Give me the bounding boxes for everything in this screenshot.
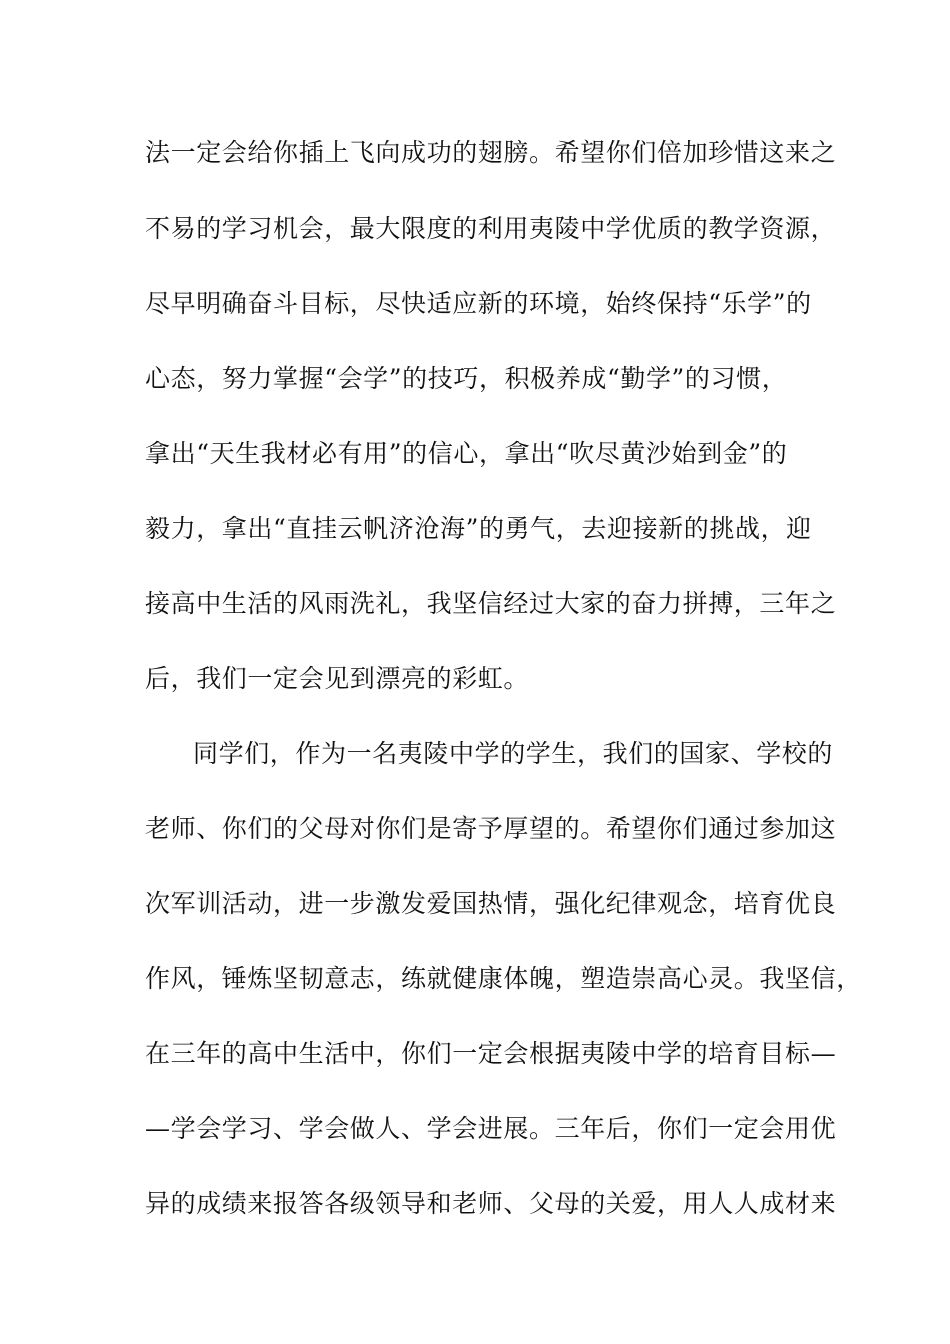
text-line: 不易的学习机会，最大限度的利用夷陵中学优质的教学资源， <box>145 214 837 243</box>
text-line: 后，我们一定会见到漂亮的彩虹。 <box>145 664 530 693</box>
text-line: 作风，锤炼坚韧意志，练就健康体魄，塑造崇高心灵。我坚信， <box>145 964 862 993</box>
text-line: 拿出“天生我材必有用”的信心，拿出“吹尽黄沙始到金”的 <box>145 439 788 468</box>
text-line: 老师、你们的父母对你们是寄予厚望的。希望你们通过参加这 <box>145 814 837 843</box>
text-line: —学会学习、学会做人、学会进展。三年后，你们一定会用优 <box>145 1114 837 1143</box>
paragraph-first-line: 同学们，作为一名夷陵中学的学生，我们的国家、学校的 <box>193 739 834 768</box>
text-line: 心态，努力掌握“会学”的技巧，积极养成“勤学”的习惯， <box>145 364 788 393</box>
text-line: 在三年的高中生活中，你们一定会根据夷陵中学的培育目标— <box>145 1039 837 1068</box>
text-line: 接高中生活的风雨洗礼，我坚信经过大家的奋力拼搏，三年之 <box>145 589 837 618</box>
text-line: 异的成绩来报答各级领导和老师、父母的关爱，用人人成材来 <box>145 1189 837 1218</box>
text-line: 毅力，拿出“直挂云帆济沧海”的勇气，去迎接新的挑战，迎 <box>145 514 812 543</box>
text-line: 次军训活动，进一步激发爱国热情，强化纪律观念，培育优良 <box>145 889 837 918</box>
text-line: 法一定会给你插上飞向成功的翅膀。希望你们倍加珍惜这来之 <box>145 138 837 167</box>
text-line: 尽早明确奋斗目标，尽快适应新的环境，始终保持“乐学”的 <box>145 289 812 318</box>
